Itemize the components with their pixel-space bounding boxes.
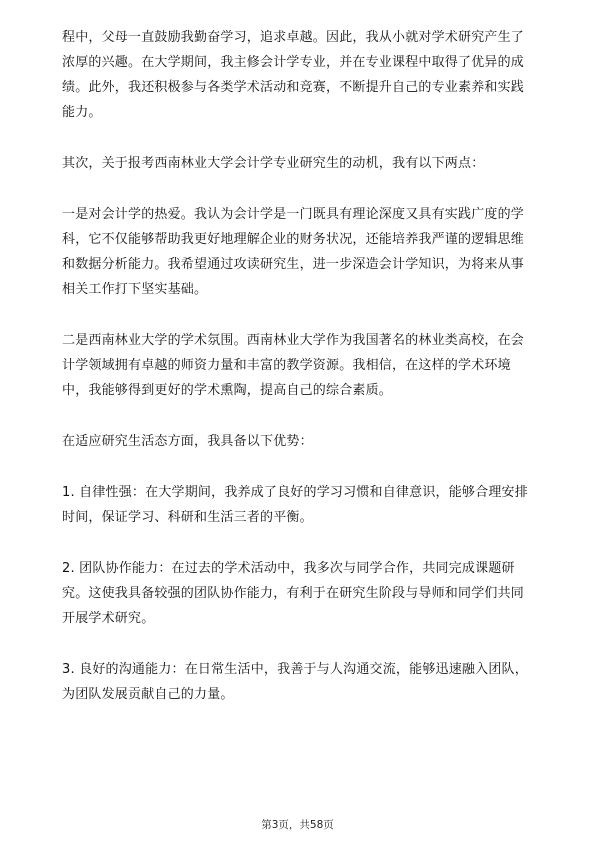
paragraph-communication: 3. 良好的沟通能力：在日常生活中，我善于与人沟通交流，能够迅速融入团队，为团队发展贡献自己的力量。	[62, 662, 528, 702]
paragraph-love-of-accounting: 一是对会计学的热爱。我认为会计学是一门既具有理论深度又具有实践广度的学科，它不仅能够帮助我更好地理解企业的财务状况，还能培养我严谨的逻辑思维和数据分析能力。我希望通过攻读研究生，进一步深造会计学知识，为将来从事相关工作打下坚实基础。	[62, 207, 525, 297]
document-body	[62, 25, 536, 733]
paragraph-motivation-intro: 其次，关于报考西南林业大学会计学专业研究生的动机，我有以下两点：	[62, 156, 485, 171]
page-number: 第3页，共58页	[261, 819, 334, 831]
paragraph-teamwork: 2. 团队协作能力：在过去的学术活动中，我多次与同学合作，共同完成课题研究。这使我具备较强的团队协作能力，有利于在研究生阶段与导师和同学们共同开展学术研究。	[62, 561, 525, 626]
paragraph-self-discipline: 1. 自律性强：在大学期间，我养成了良好的学习习惯和自律意识，能够合理安排时间，保证学习、科研和生活三者的平衡。	[62, 485, 528, 525]
paragraph-family-background: 程中，父母一直鼓励我勤奋学习，追求卓越。因此，我从小就对学术研究产生了浓厚的兴趣。在大学期间，我主修会计学专业，并在专业课程中取得了优异的成绩。此外，我还积极参与各类学术活动和竞赛，不断提升自己的专业素养和实践能力。	[62, 30, 525, 120]
paragraph-academic-atmosphere: 二是西南林业大学的学术氛围。西南林业大学作为我国著名的林业类高校，在会计学领域拥有卓越的师资力量和丰富的教学资源。我相信，在这样的学术环境中，我能够得到更好的学术熏陶，提高自己的综合素质。	[62, 333, 525, 398]
paragraph-advantages-intro: 在适应研究生活态方面，我具备以下优势：	[62, 434, 313, 449]
